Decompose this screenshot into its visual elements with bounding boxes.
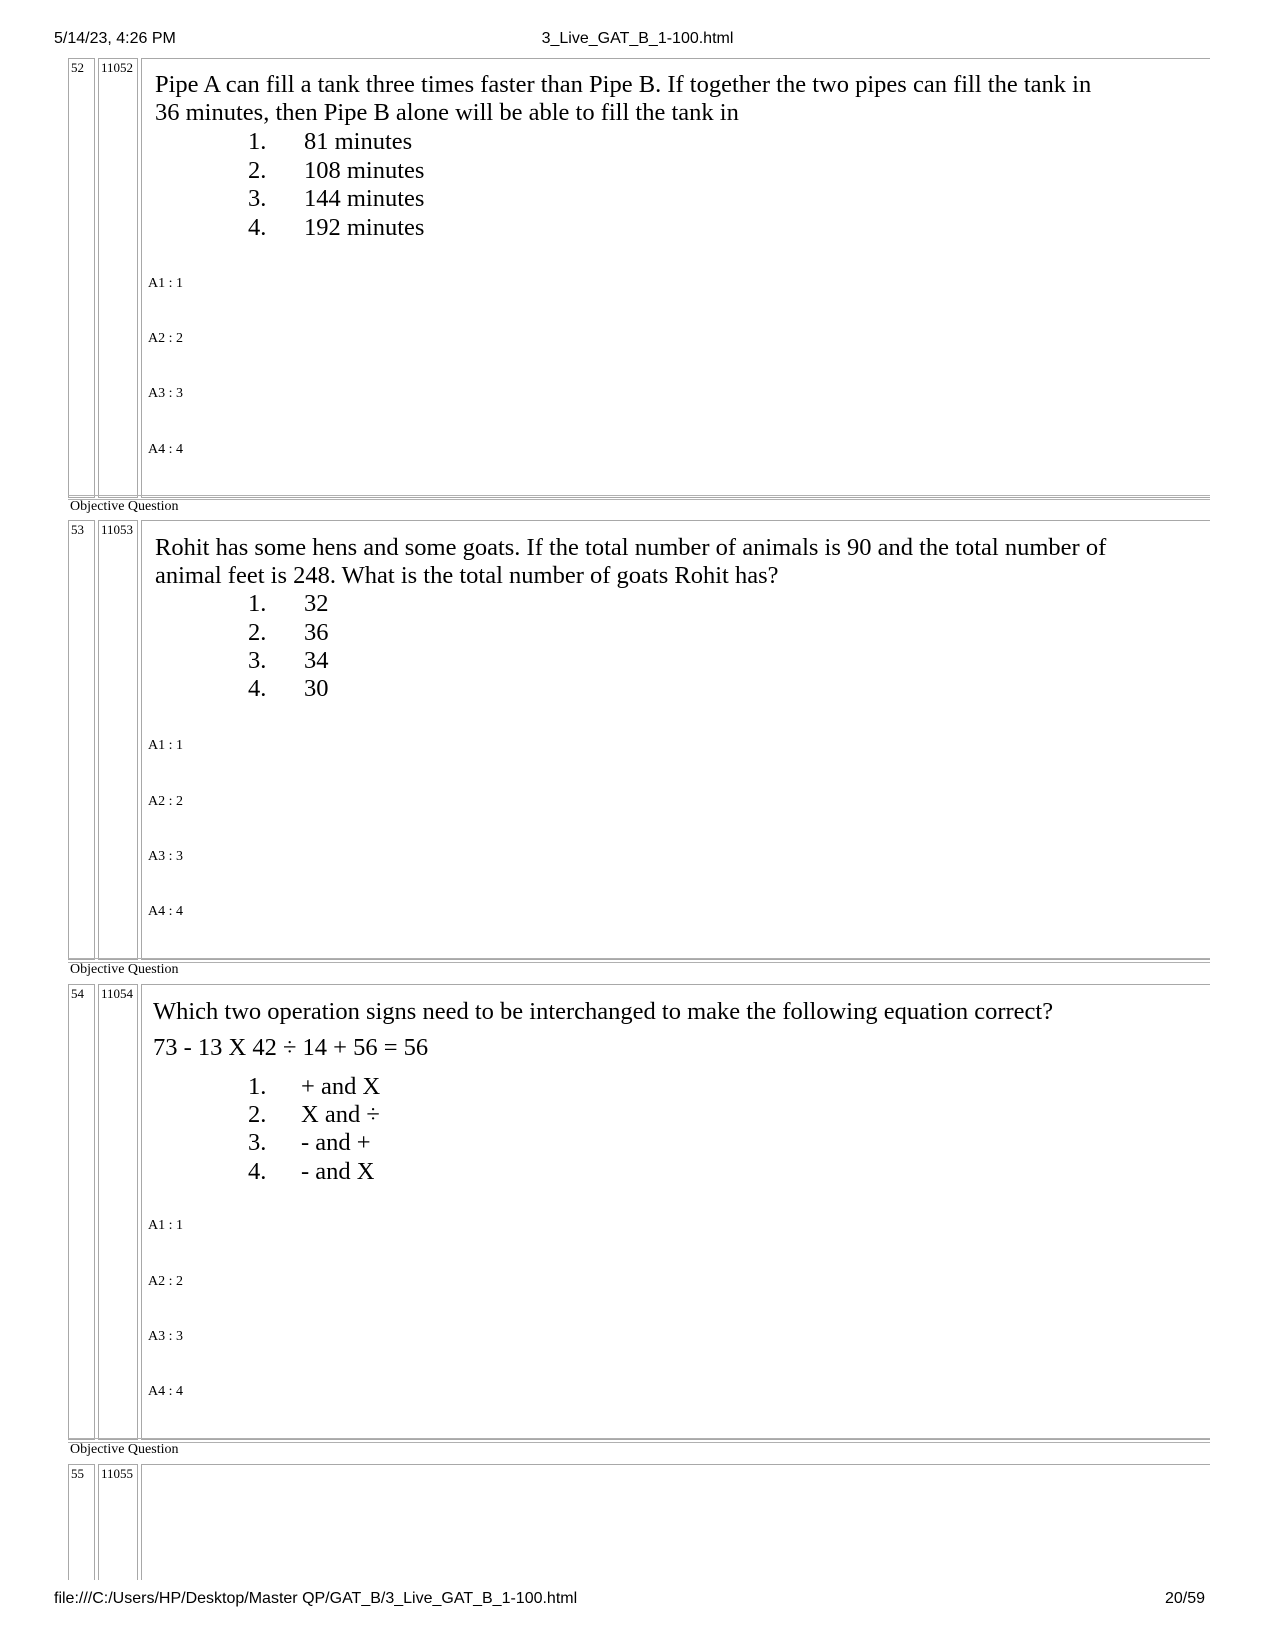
answer-choice: A1 : 1	[148, 738, 183, 753]
option-text: 108 minutes	[304, 157, 425, 184]
answer-choice: A2 : 2	[148, 331, 183, 346]
question-text-line: Which two operation signs need to be interchanged to make the following equation correct?	[153, 998, 1054, 1025]
question-id: 11052	[98, 58, 138, 498]
row-separator	[68, 495, 1210, 500]
question-id: 11055	[98, 1464, 138, 1580]
question-type: Objective Question	[70, 1442, 179, 1457]
option-number: 1.	[248, 590, 267, 617]
question-type: Objective Question	[70, 499, 179, 514]
option-text: 32	[304, 590, 329, 617]
option-number: 4.	[248, 1158, 267, 1185]
answer-choice: A2 : 2	[148, 1274, 183, 1289]
print-file-path: file:///C:/Users/HP/Desktop/Master QP/GAT_B/3_Live_GAT_B_1-100.html	[54, 1590, 578, 1607]
question-serial: 54	[68, 984, 95, 1440]
option-text: - and X	[301, 1158, 375, 1185]
question-body	[141, 1464, 1210, 1580]
answer-choice: A3 : 3	[148, 1329, 183, 1344]
question-54	[68, 984, 1210, 1462]
option-text: + and X	[301, 1073, 381, 1100]
option-text: - and +	[301, 1129, 371, 1156]
answer-choice: A1 : 1	[148, 276, 183, 291]
question-id: 11053	[98, 520, 138, 960]
option-number: 3.	[248, 647, 267, 674]
answer-choice: A2 : 2	[148, 794, 183, 809]
option-number: 2.	[248, 619, 267, 646]
question-id: 11054	[98, 984, 138, 1440]
question-type: Objective Question	[70, 962, 179, 977]
answer-choice: A4 : 4	[148, 904, 183, 919]
option-text: 34	[304, 647, 329, 674]
question-text-line: 73 - 13 X 42 ÷ 14 + 56 = 56	[153, 1034, 429, 1061]
option-text: 30	[304, 675, 329, 702]
option-text: 144 minutes	[304, 185, 425, 212]
option-text: 81 minutes	[304, 128, 413, 155]
answer-choice: A3 : 3	[148, 386, 183, 401]
print-datetime: 5/14/23, 4:26 PM	[54, 30, 176, 47]
question-52	[68, 58, 1210, 518]
answer-choice: A1 : 1	[148, 1218, 183, 1233]
option-number: 4.	[248, 675, 267, 702]
answer-choice: A4 : 4	[148, 1384, 183, 1399]
row-separator	[68, 1438, 1210, 1443]
print-doc-title: 3_Live_GAT_B_1-100.html	[541, 30, 734, 47]
question-53	[68, 520, 1210, 982]
option-text: X and ÷	[301, 1101, 380, 1128]
row-separator	[68, 958, 1210, 963]
question-text-line: Rohit has some hens and some goats. If the total number of animals is 90 and the total number of	[155, 534, 1107, 561]
question-text-line: animal feet is 248. What is the total number of goats Rohit has?	[155, 562, 779, 589]
option-text: 192 minutes	[304, 214, 425, 241]
question-serial: 55	[68, 1464, 95, 1580]
question-serial: 52	[68, 58, 95, 498]
option-number: 4.	[248, 214, 267, 241]
answer-choice: A4 : 4	[148, 442, 183, 457]
question-serial: 53	[68, 520, 95, 960]
option-number: 3.	[248, 185, 267, 212]
question-text-line: 36 minutes, then Pipe B alone will be able to fill the tank in	[155, 99, 739, 126]
option-number: 1.	[248, 128, 267, 155]
question-55	[68, 1464, 1210, 1580]
print-page-number: 20/59	[1164, 1590, 1205, 1607]
option-number: 3.	[248, 1129, 267, 1156]
option-number: 2.	[248, 1101, 267, 1128]
question-document	[68, 58, 1210, 1580]
option-text: 36	[304, 619, 329, 646]
question-text-line: Pipe A can fill a tank three times faster than Pipe B. If together the two pipes can fill the tank in	[155, 71, 1092, 98]
option-number: 1.	[248, 1073, 267, 1100]
answer-choice: A3 : 3	[148, 849, 183, 864]
option-number: 2.	[248, 157, 267, 184]
